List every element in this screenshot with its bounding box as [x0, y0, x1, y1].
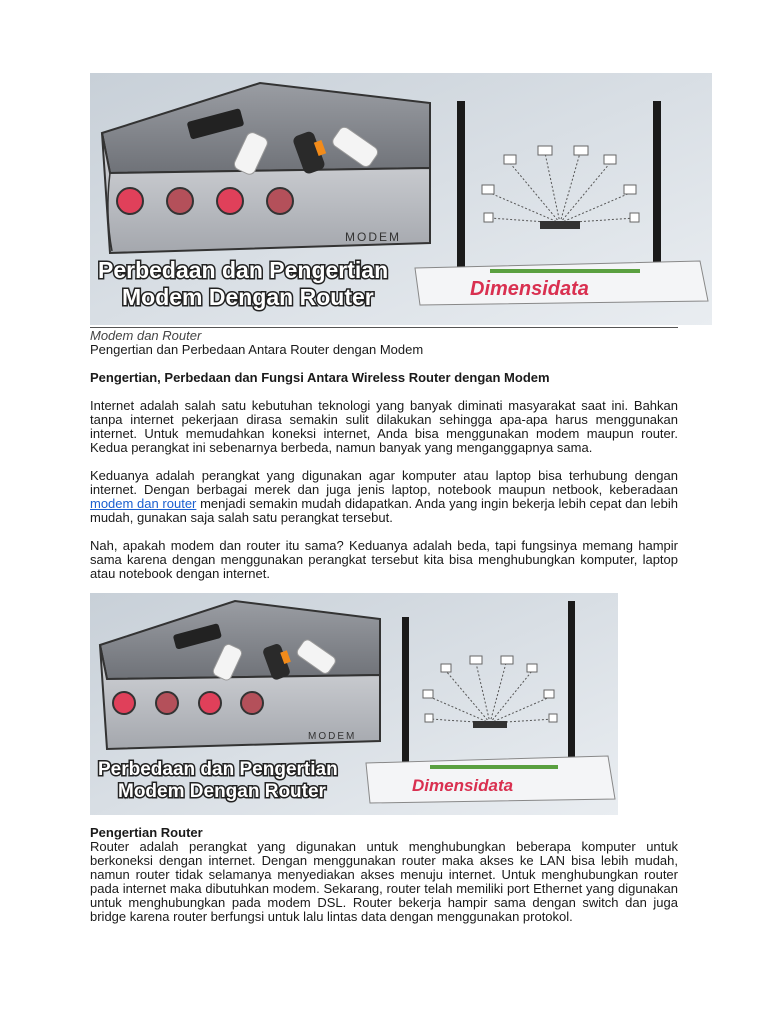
paragraph-2-text-b: menjadi semakin mudah didapatkan. Anda yang ingin bekerja lebih cepat dan lebih mudah, gunakan saja salah satu perangkat tersebut. [90, 496, 678, 525]
modem-router-illustration [90, 73, 712, 325]
second-overlay-title [98, 759, 338, 802]
hero-image [90, 73, 712, 325]
paragraph-2 [90, 469, 678, 525]
modem-router-illustration-2 [90, 593, 618, 815]
brand-logo: Dimensidata [470, 278, 589, 300]
article-heading: Pengertian, Perbedaan dan Fungsi Antara Wireless Router dengan Modem [90, 370, 550, 385]
second-image [90, 593, 618, 815]
paragraph-3: Nah, apakah modem dan router itu sama? Keduanya adalah beda, tapi fungsinya memang hampir sama karena dengan menggunakan perangkat tersebut kita bisa menghubungkan komputer, laptop atau notebook dengan internet. [90, 538, 678, 581]
paragraph-1: Internet adalah salah satu kebutuhan teknologi yang banyak diminati masyarakat saat ini. Bahkan tanpa internet pekerjaan dirasa semakin sulit dilakukan sehingga apa-apa harus menggunakan internet. Untuk memudahkan koneksi internet, Anda bisa menggunakan modem maupun router. Kedua perangkat ini sebenarnya berbeda, namun banyak yang menganggapnya sama. [90, 398, 678, 455]
modem-router-link[interactable]: modem dan router [90, 496, 197, 511]
brand-logo-2: Dimensidata [412, 776, 514, 795]
modem-label-2: MODEM [308, 731, 357, 742]
subtitle: Pengertian dan Perbedaan Antara Router dengan Modem [90, 342, 424, 357]
paragraph-2-text-a: Keduanya adalah perangkat yang digunakan agar komputer atau laptop bisa terhubung dengan internet. Dengan berbagai merek dan juga jenis laptop, notebook maupun netbook, keberadaan [90, 468, 678, 497]
svg-text:Perbedaan dan Pengertian: Perbedaan dan Pengertian [98, 759, 338, 780]
svg-text:Modem Dengan Router: Modem Dengan Router [122, 284, 374, 310]
svg-text:Modem Dengan Router: Modem Dengan Router [118, 781, 326, 802]
svg-text:Perbedaan dan Pengertian: Perbedaan dan Pengertian [98, 257, 389, 283]
image-caption: Modem dan Router [90, 328, 202, 343]
modem-label: MODEM [345, 230, 401, 244]
section-heading: Pengertian Router [90, 825, 203, 840]
paragraph-4: Router adalah perangkat yang digunakan untuk menghubungkan beberapa komputer untuk berkoneksi dengan internet. Dengan menggunakan router maka akses ke LAN bisa lebih mudah, namun router tidak selamanya menyediakan akses menuju internet. Untuk menghubungkan router pada internet maka dibutuhkan modem. Sekarang, router telah memiliki port Ethernet yang digunakan untuk menghubungkan pada modem DSL. Router bekerja hampir sama dengan switch dan juga bridge karena router berfungsi untuk lalu lintas data dengan menggunakan protokol. [90, 839, 678, 924]
hero-overlay-title [98, 257, 388, 310]
